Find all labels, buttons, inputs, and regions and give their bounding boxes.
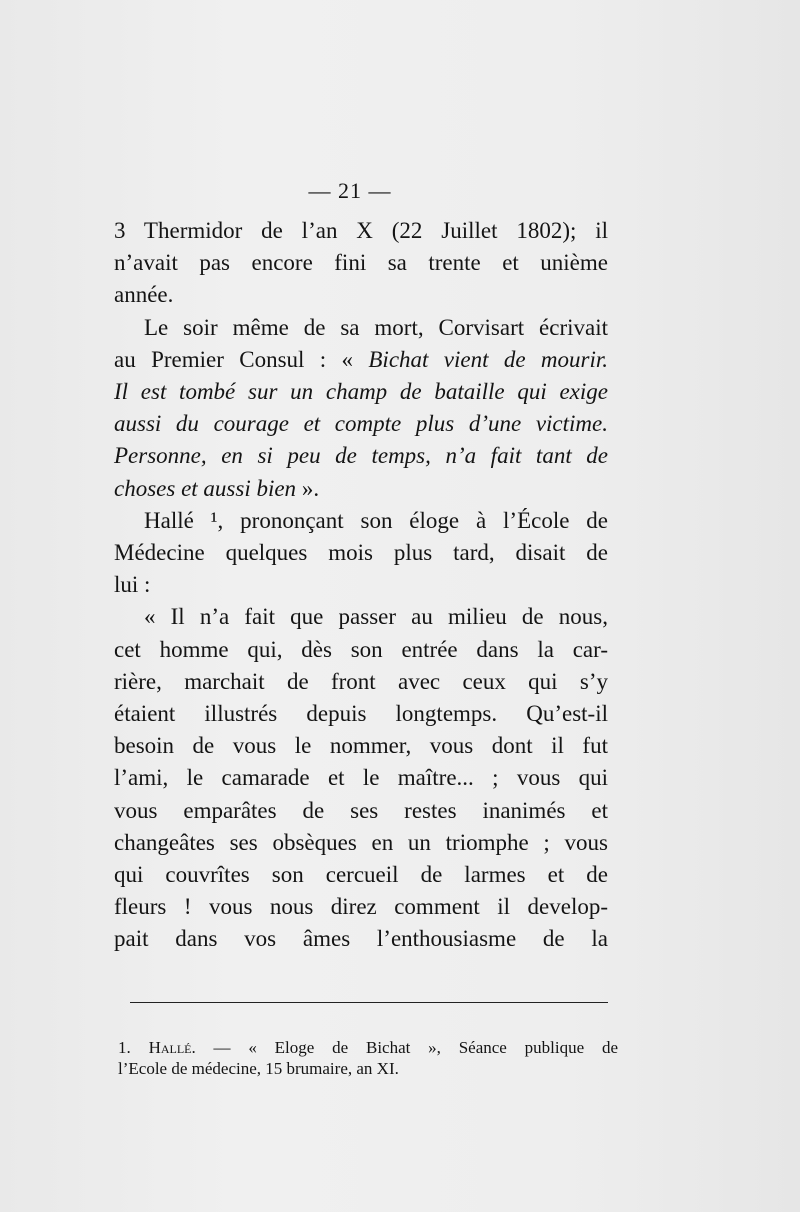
quote-line: Personne, en si peu de temps, n’a fait tant de bbox=[114, 443, 608, 469]
text-fragment: ». bbox=[296, 475, 320, 501]
text-line: qui couvrîtes son cercueil de larmes et de bbox=[114, 862, 608, 888]
text-line bbox=[114, 344, 608, 376]
text-line: Le soir même de sa mort, Corvisart écrivait bbox=[144, 314, 608, 340]
text-line: vous emparâtes de ses restes inanimés et bbox=[114, 797, 608, 823]
paragraph-halle bbox=[114, 505, 608, 602]
paragraph-corvisart bbox=[114, 312, 608, 505]
footnote-author: Hallé bbox=[148, 1038, 192, 1057]
text-line: cet homme qui, dès son entrée dans la car- bbox=[114, 636, 608, 662]
paragraph-death-date bbox=[114, 215, 608, 312]
quote-line: Il est tombé sur un champ de bataille qui exige bbox=[114, 379, 608, 405]
footnote bbox=[118, 1037, 618, 1079]
text-line: rière, marchait de front avec ceux qui s’y bbox=[114, 668, 608, 694]
text-line: « Il n’a fait que passer au milieu de nous, bbox=[144, 604, 608, 630]
footnote-number: 1. bbox=[118, 1038, 149, 1057]
page-number: — 21 — bbox=[308, 178, 392, 203]
text-fragment: au Premier Consul : « bbox=[114, 346, 369, 372]
text-line: Médecine quelques mois plus tard, disait de bbox=[114, 540, 608, 566]
quote-line: aussi du courage et compte plus d’une victime. bbox=[114, 411, 608, 437]
text-line: fleurs ! vous nous direz comment il develop- bbox=[114, 894, 608, 920]
text-line: l’ami, le camarade et le maître... ; vous qui bbox=[114, 765, 608, 791]
text-line: année. bbox=[114, 282, 174, 308]
footnote-divider bbox=[130, 1002, 608, 1003]
text-line: n’avait pas encore fini sa trente et unième bbox=[114, 250, 608, 276]
quote-fragment: choses et aussi bien bbox=[114, 475, 297, 501]
text-line: 3 Thermidor de l’an X (22 Juillet 1802); il bbox=[114, 218, 608, 243]
text-line: Hallé ¹, prononçant son éloge à l’École de bbox=[144, 507, 608, 533]
footnote-line bbox=[118, 1037, 618, 1058]
quote-fragment: Bichat vient de mourir. bbox=[368, 346, 608, 372]
footnote-line: l’Ecole de médecine, 15 brumaire, an XI. bbox=[118, 1059, 399, 1078]
text-line bbox=[114, 473, 608, 505]
text-line: lui : bbox=[114, 572, 151, 598]
main-text bbox=[114, 215, 608, 956]
paragraph-eulogy-quote bbox=[114, 601, 608, 955]
text-line: changeâtes ses obsèques en un triomphe ; vous bbox=[114, 829, 608, 855]
text-line: besoin de vous le nommer, vous dont il fut bbox=[114, 733, 608, 759]
text-line: pait dans vos âmes l’enthousiasme de la bbox=[114, 926, 608, 952]
footnote-text: . — « Eloge de Bichat », Séance publique de bbox=[191, 1038, 619, 1057]
text-line: étaient illustrés depuis longtemps. Qu’est-il bbox=[114, 701, 608, 727]
